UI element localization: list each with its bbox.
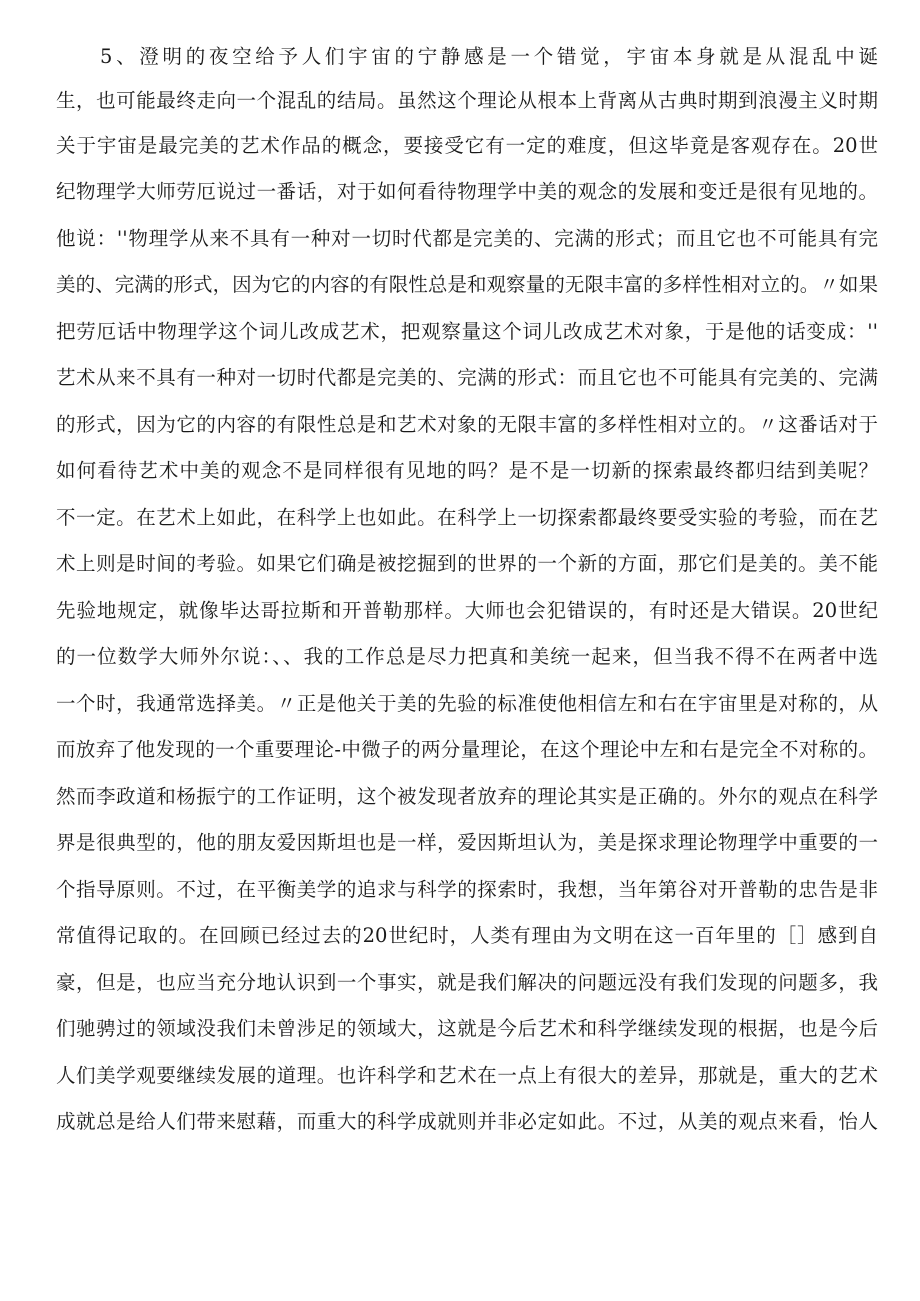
text-line: 美的、完满的形式，因为它的内容的有限性总是和观察量的无限丰富的多样性相对立的。〃如果 [56, 273, 878, 296]
text-line: 纪物理学大师劳厄说过一番话，对于如何看待物理学中美的观念的发展和变迁是很有见地的。 [56, 180, 878, 203]
text-line: 个指导原则。不过，在平衡美学的追求与科学的探索时，我想，当年第谷对开普勒的忠告是非 [56, 878, 878, 901]
text-line: 把劳厄话中物理学这个词儿改成艺术，把观察量这个词儿改成艺术对象，于是他的话变成：'' [56, 320, 878, 343]
text-line: 常值得记取的。在回顾已经过去的20世纪时，人类有理由为文明在这一百年里的［］感到自 [56, 924, 878, 947]
text-line: 不一定。在艺术上如此，在科学上也如此。在科学上一切探索都最终要受实验的考验，而在艺 [56, 506, 878, 529]
text-line: 他说：''物理学从来不具有一种对一切时代都是完美的、完满的形式；而且它也不可能具有完 [56, 227, 878, 250]
text-line: 术上则是时间的考验。如果它们确是被挖掘到的世界的一个新的方面，那它们是美的。美不能 [56, 552, 878, 575]
text-line: 先验地规定，就像毕达哥拉斯和开普勒那样。大师也会犯错误的，有时还是大错误。20世纪 [56, 599, 878, 622]
text-line: 而放弃了他发现的一个重要理论-中微子的两分量理论，在这个理论中左和右是完全不对称的。 [56, 738, 878, 761]
text-line: 豪，但是，也应当充分地认识到一个事实，就是我们解决的问题远没有我们发现的问题多，我 [56, 971, 878, 994]
text-line: 生，也可能最终走向一个混乱的结局。虽然这个理论从根本上背离从古典时期到浪漫主义时期 [56, 89, 878, 112]
text-line: 关于宇宙是最完美的艺术作品的概念，要接受它有一定的难度，但这毕竟是客观存在。20世 [56, 134, 878, 157]
text-line: 的形式，因为它的内容的有限性总是和艺术对象的无限丰富的多样性相对立的。〃这番话对于 [56, 413, 878, 436]
text-line: 们驰骋过的领域没我们未曾涉足的领域大，这就是今后艺术和科学继续发现的根据，也是今后 [56, 1017, 878, 1040]
text-line: 的一位数学大师外尔说：、、我的工作总是尽力把真和美统一起来，但当我不得不在两者中选 [56, 645, 878, 668]
text-line: 5、澄明的夜空给予人们宇宙的宁静感是一个错觉，宇宙本身就是从混乱中诞 [100, 45, 878, 68]
text-line: 界是很典型的，他的朋友爱因斯坦也是一样，爱因斯坦认为，美是探求理论物理学中重要的一 [56, 831, 878, 854]
text-line: 然而李政道和杨振宁的工作证明，这个被发现者放弃的理论其实是正确的。外尔的观点在科学 [56, 785, 878, 808]
text-line: 人们美学观要继续发展的道理。也许科学和艺术在一点上有很大的差异，那就是，重大的艺术 [56, 1064, 878, 1087]
text-line: 成就总是给人们带来慰藉，而重大的科学成就则并非必定如此。不过，从美的观点来看，怡人 [56, 1110, 878, 1133]
text-line: 如何看待艺术中美的观念不是同样很有见地的吗？是不是一切新的探索最终都归结到美呢？ [56, 459, 878, 482]
text-line: 艺术从来不具有一种对一切时代都是完美的、完满的形式：而且它也不可能具有完美的、完满 [56, 366, 878, 389]
text-line: 一个时，我通常选择美。〃正是他关于美的先验的标准使他相信左和右在宇宙里是对称的，从 [56, 692, 878, 715]
